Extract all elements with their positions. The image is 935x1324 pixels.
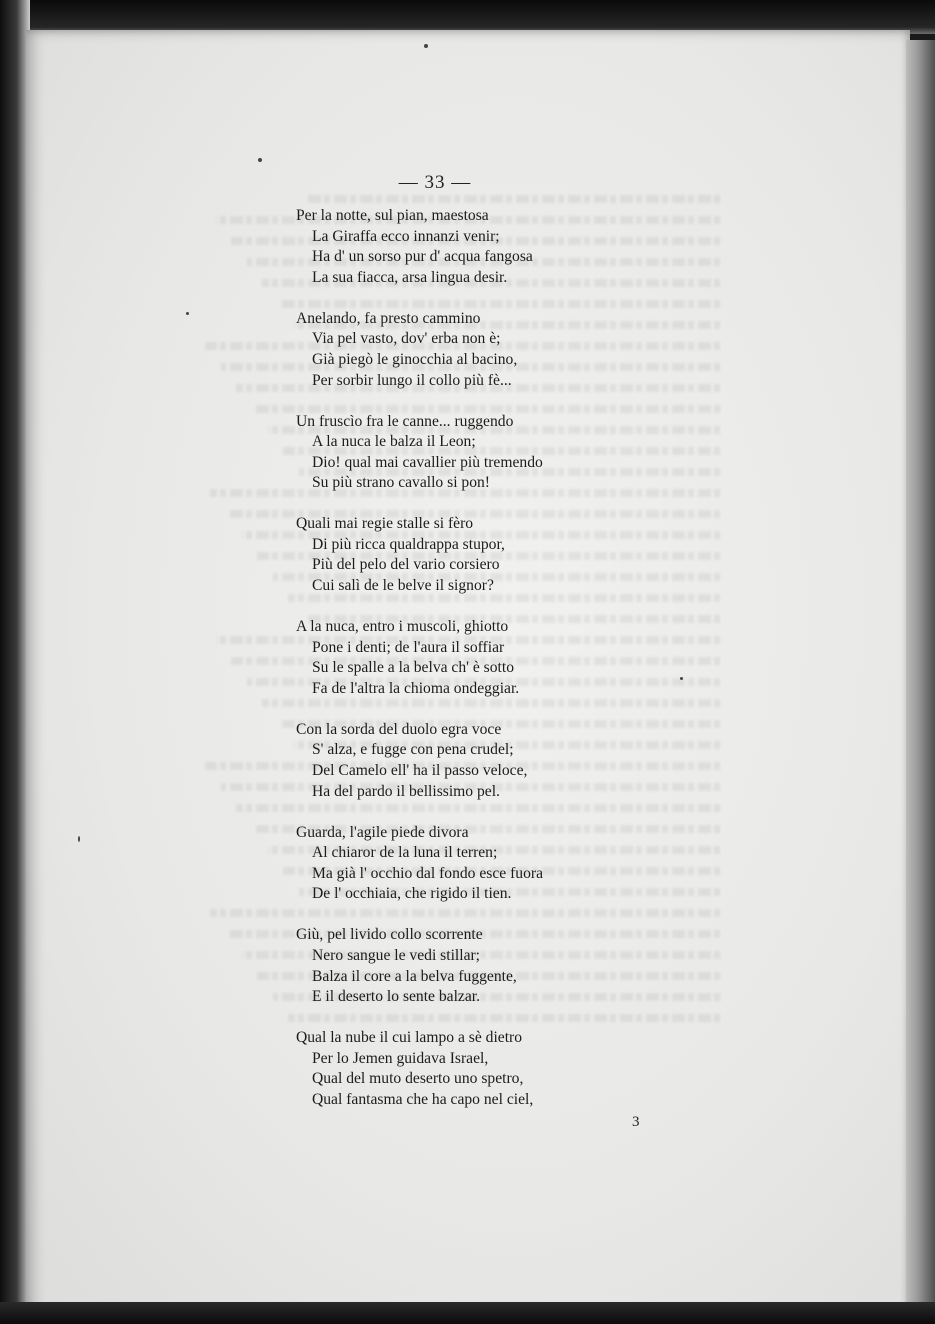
stanza	[296, 617, 636, 699]
verse-line: Più del pelo del vario corsiero	[312, 556, 500, 574]
signature-mark: 3	[632, 1114, 640, 1130]
page-edge-stack	[906, 40, 935, 1324]
verse-line: Fa de l'altra la chioma ondeggiar.	[312, 679, 520, 697]
paper-speck	[78, 836, 80, 842]
verse-line: E il deserto lo sente balzar.	[312, 988, 481, 1006]
verse-line: Un fruscìo fra le canne... ruggendo	[296, 412, 514, 430]
verse-line: Di più ricca qualdrappa stupor,	[312, 535, 505, 553]
verse-line: Ma già l' occhio dal fondo esce fuora	[312, 864, 543, 882]
poem-body	[296, 206, 636, 1111]
stanza	[296, 206, 636, 288]
stanza	[296, 309, 636, 391]
verse-line: S' alza, e fugge con pena crudel;	[312, 741, 514, 759]
paper-speck	[680, 677, 683, 680]
verse-line: Su più strano cavallo si pon!	[312, 474, 491, 492]
stanza	[296, 823, 636, 905]
scan-bottom-border	[0, 1302, 935, 1324]
verse-line: Ha d' un sorso pur d' acqua fangosa	[312, 248, 533, 266]
verse-line: Qual fantasma che ha capo nel ciel,	[312, 1090, 534, 1108]
stanza	[296, 720, 636, 802]
verse-line: Al chiaror de la luna il terren;	[312, 844, 498, 862]
verse-line: Del Camelo ell' ha il passo veloce,	[312, 762, 528, 780]
verse-line: Nero sangue le vedi stillar;	[312, 946, 481, 964]
stanza	[296, 925, 636, 1007]
stanza	[296, 412, 636, 494]
verse-line: Ha del pardo il bellissimo pel.	[312, 782, 500, 800]
verse-line: Balza il core a la belva fuggente,	[312, 967, 517, 985]
verse-line: Pone i denti; de l'aura il soffiar	[312, 638, 505, 656]
page-number: — 33 —	[398, 172, 472, 193]
verse-line: Per la notte, sul pian, maestosa	[296, 207, 489, 224]
paper-speck	[186, 312, 189, 315]
verse-line: Via pel vasto, dov' erba non è;	[312, 330, 501, 348]
paper-speck	[424, 44, 428, 48]
verse-line: Qual la nube il cui lampo a sè dietro	[296, 1029, 523, 1047]
verse-line: Dio! qual mai cavallier più tremendo	[312, 453, 543, 471]
verse-line: La sua fiacca, arsa lingua desir.	[312, 268, 508, 286]
verse-line: Anelando, fa presto cammino	[296, 309, 481, 327]
verse-line: Per sorbir lungo il collo più fè...	[312, 371, 512, 389]
verse-line: Per lo Jemen guidava Israel,	[312, 1049, 489, 1067]
verse-line: A la nuca, entro i muscoli, ghiotto	[296, 618, 509, 636]
stanza	[296, 514, 636, 596]
verse-line: Quali mai regie stalle si fèro	[296, 515, 474, 533]
verse-line: Guarda, l'agile piede divora	[296, 823, 469, 841]
verse-line: La Giraffa ecco innanzi venir;	[312, 227, 500, 245]
verse-line: Con la sorda del duolo egra voce	[296, 720, 502, 738]
scan-top-border	[0, 0, 935, 34]
verse-line: De l' occhiaia, che rigido il tien.	[312, 885, 512, 903]
verse-line: Già piegò le ginocchia al bacino,	[312, 350, 518, 368]
paper-speck	[258, 158, 262, 162]
verse-line: Su le spalle a la belva ch' è sotto	[312, 659, 515, 677]
verse-line: A la nuca le balza il Leon;	[312, 433, 476, 451]
stanza	[296, 1028, 636, 1110]
verse-line: Qual del muto deserto uno spetro,	[312, 1070, 524, 1088]
verse-line: Cui salì de le belve il signor?	[312, 577, 494, 595]
verse-line: Giù, pel livido collo scorrente	[296, 926, 483, 944]
